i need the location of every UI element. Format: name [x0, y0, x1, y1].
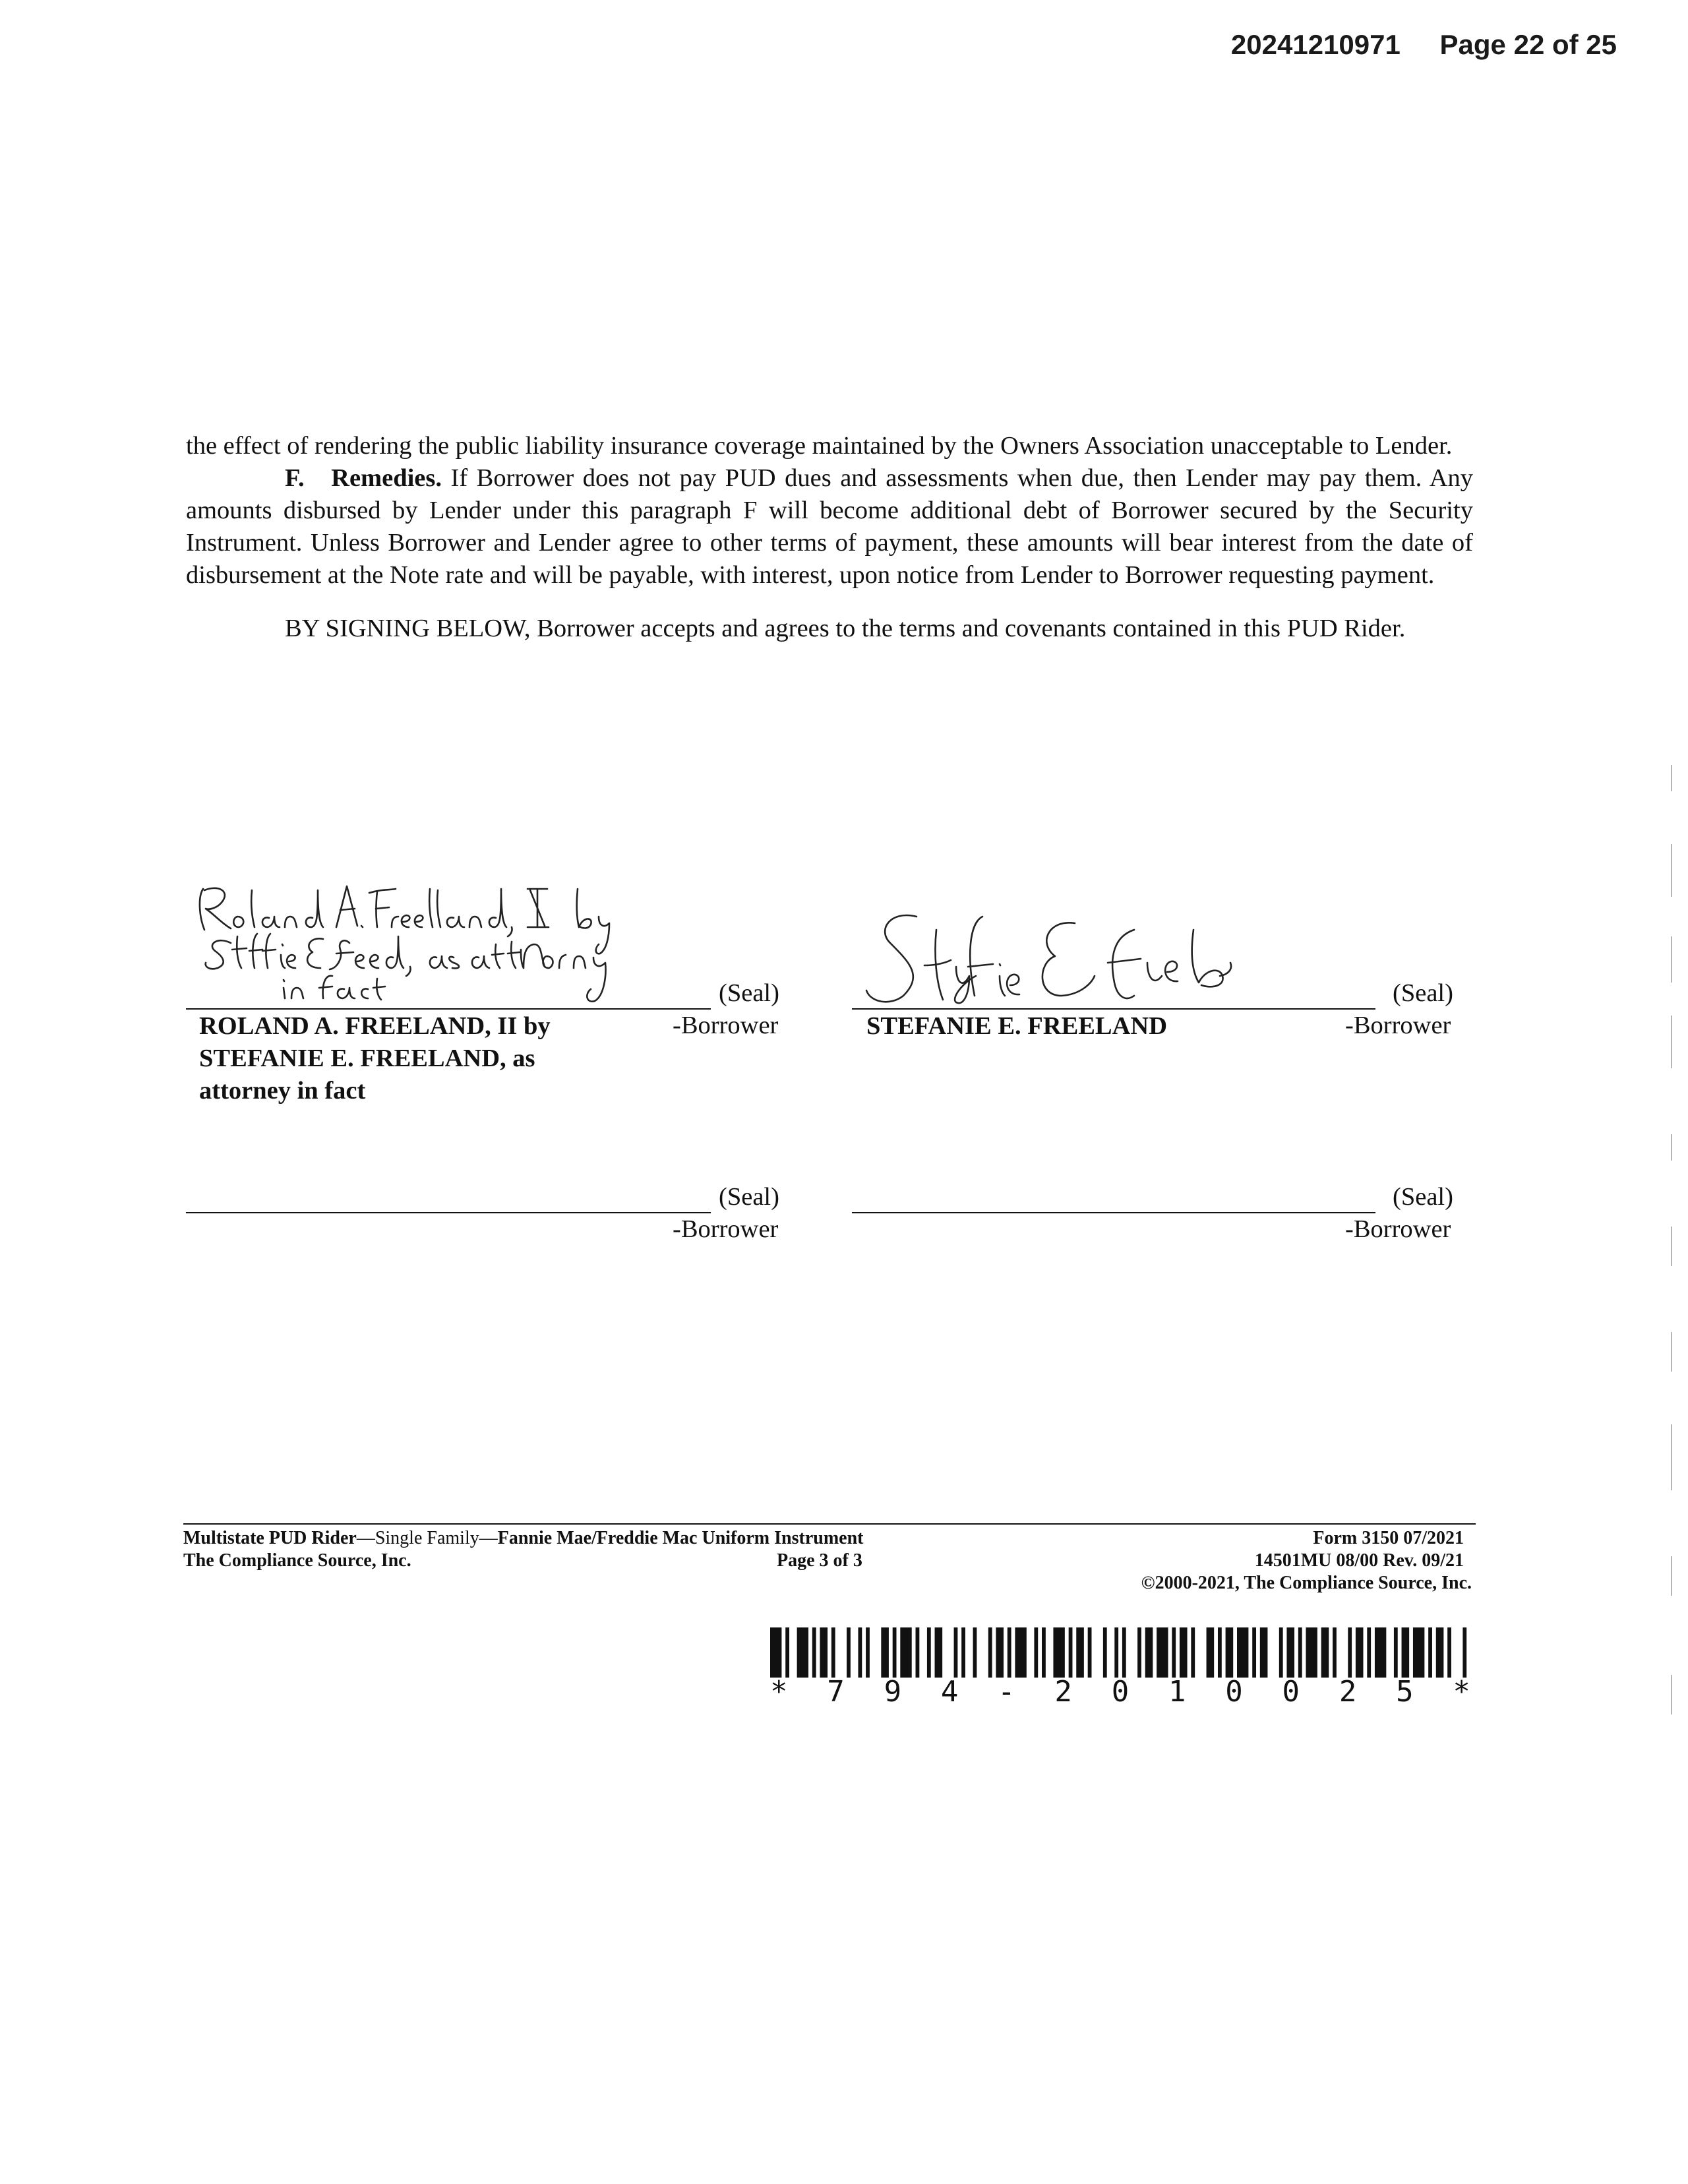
- barcode-bar: [1172, 1627, 1176, 1678]
- handwritten-signature-roland: [191, 870, 666, 1009]
- remedies-text: If Borrower does not pay PUD dues and assessments when due, then Lender may pay them. Any amounts disbursed by Lender under this paragraph F will become additional debt of Borrower secured by the Security Instrument. Unless Borrower and Lender agree to other terms of payment, these amounts will bear interest from the date of disbursement at the Note rate and will be payable, with interest, upon notice from Lender to Borrower requesting payment.: [186, 464, 1474, 589]
- barcode-bar: [900, 1627, 911, 1678]
- barcode-bar: [935, 1627, 943, 1678]
- barcode-bar: [927, 1627, 931, 1678]
- signer-name-1-line-2: STEFANIE E. FREELAND, as: [199, 1045, 535, 1072]
- form-title-middle: —Single Family—: [356, 1528, 498, 1548]
- signing-statement: BY SIGNING BELOW, Borrower accepts and agrees to the terms and covenants contained in this PUD Rider.: [285, 615, 1406, 642]
- remedies-paragraph: [186, 462, 1473, 592]
- barcode-bar: [1180, 1627, 1188, 1678]
- form-title-suffix: Fannie Mae/Freddie Mac Uniform Instrument: [497, 1528, 864, 1548]
- form-footer: [183, 1527, 1476, 1594]
- signer-name-1-line-1: ROLAND A. FREELAND, II by: [199, 1012, 551, 1040]
- signer-name-2-line-1: STEFANIE E. FREELAND: [866, 1012, 1168, 1040]
- barcode-bar: [1428, 1627, 1432, 1678]
- remedies-letter: F.: [285, 464, 305, 492]
- barcode-bar: [1447, 1627, 1451, 1678]
- form-number: Form 3150 07/2021: [1313, 1528, 1464, 1548]
- barcode-bar: [973, 1627, 977, 1678]
- barcode-character: *: [770, 1675, 788, 1709]
- copyright-notice: ©2000-2021, The Compliance Source, Inc.: [1141, 1573, 1472, 1593]
- barcode-bar: [1367, 1627, 1371, 1678]
- borrower-label-3: -Borrower: [673, 1215, 779, 1243]
- barcode-bar: [797, 1627, 808, 1678]
- barcode-character: 1: [1168, 1675, 1186, 1709]
- barcode-bar: [1375, 1627, 1386, 1678]
- barcode-bar: [1356, 1627, 1364, 1678]
- barcode-bar: [1015, 1627, 1026, 1678]
- borrower-label-2: -Borrower: [1345, 1012, 1451, 1039]
- borrower-label-1: -Borrower: [673, 1012, 779, 1039]
- barcode-character: 5: [1396, 1675, 1414, 1709]
- barcode-bar: [1053, 1627, 1064, 1678]
- barcode-bar: [1462, 1627, 1466, 1678]
- seal-label-4: (Seal): [1393, 1183, 1453, 1211]
- handwritten-signature-stefanie: [864, 903, 1233, 1009]
- barcode-bar: [1298, 1627, 1302, 1678]
- barcode-bar: [1145, 1627, 1153, 1678]
- barcode-bar: [866, 1627, 870, 1678]
- barcode-bar: [1237, 1627, 1248, 1678]
- barcode-bar: [1306, 1627, 1317, 1678]
- signer-name-1-line-3: attorney in fact: [199, 1077, 366, 1105]
- barcode-bar: [881, 1627, 889, 1678]
- rider-body: [186, 430, 1473, 645]
- borrower-label-4: -Borrower: [1345, 1215, 1451, 1243]
- barcode-bar: [831, 1627, 835, 1678]
- barcode-bar: [893, 1627, 897, 1678]
- barcode-bar: [1042, 1627, 1046, 1678]
- barcode-bar: [916, 1627, 920, 1678]
- barcode-character: 2: [1054, 1675, 1072, 1709]
- barcode-character: 0: [1225, 1675, 1243, 1709]
- barcode-bar: [812, 1627, 816, 1678]
- barcode-bar: [1137, 1627, 1141, 1678]
- barcode-bar: [988, 1627, 992, 1678]
- barcode-bar: [1103, 1627, 1107, 1678]
- revision-code: 14501MU 08/00 Rev. 09/21: [1254, 1550, 1464, 1571]
- barcode-bar: [1321, 1627, 1329, 1678]
- barcode-image: [770, 1627, 1470, 1678]
- signature-line-2: [852, 1008, 1375, 1010]
- barcode-bar: [1088, 1627, 1092, 1678]
- barcode-bar: [858, 1627, 862, 1678]
- signature-line-3: [186, 1212, 711, 1213]
- scan-margin-marks: [1670, 765, 1673, 1794]
- barcode-bar: [820, 1627, 828, 1678]
- barcode-bar: [1008, 1627, 1011, 1678]
- barcode-character: 0: [1111, 1675, 1130, 1709]
- seal-label-1: (Seal): [719, 979, 779, 1007]
- barcode-bar: [1436, 1627, 1444, 1678]
- barcode-character: 7: [827, 1675, 845, 1709]
- footer-page-number: Page 3 of 3: [777, 1550, 862, 1571]
- signature-line-1: [186, 1008, 711, 1010]
- barcode-character: 0: [1282, 1675, 1300, 1709]
- barcode-character: 4: [940, 1675, 959, 1709]
- barcode-bar: [1157, 1627, 1168, 1678]
- barcode-bar: [1413, 1627, 1424, 1678]
- barcode-character: -: [998, 1675, 1015, 1709]
- barcode-bar: [1286, 1627, 1294, 1678]
- barcode-bar: [1122, 1627, 1126, 1678]
- barcode-bar: [1348, 1627, 1352, 1678]
- barcode-bar: [954, 1627, 958, 1678]
- barcode-character: 9: [884, 1675, 902, 1709]
- form-title-main: Multistate PUD Rider: [183, 1528, 357, 1548]
- barcode-bar: [996, 1627, 1004, 1678]
- barcode-bar: [847, 1627, 851, 1678]
- barcode-character: *: [1453, 1675, 1470, 1709]
- barcode-bar: [1260, 1627, 1268, 1678]
- barcode-bar: [1034, 1627, 1038, 1678]
- form-title: [183, 1527, 863, 1550]
- barcode-bar: [1333, 1627, 1337, 1678]
- page-indicator: Page 22 of 25: [1439, 29, 1617, 60]
- barcode-bar: [1191, 1627, 1195, 1678]
- document-number: 20241210971: [1230, 29, 1401, 60]
- signer-name-1: [199, 1010, 551, 1107]
- footer-divider: [183, 1523, 1476, 1525]
- barcode-bar: [961, 1627, 965, 1678]
- barcode-bar: [1207, 1627, 1215, 1678]
- barcode-bar: [1114, 1627, 1118, 1678]
- barcode-bar: [1252, 1627, 1256, 1678]
- signature-line-4: [852, 1212, 1375, 1213]
- barcode-bar: [1402, 1627, 1410, 1678]
- page-header: [1231, 29, 1617, 61]
- barcode-bar: [1226, 1627, 1234, 1678]
- signer-name-2: [866, 1010, 1167, 1043]
- barcode-text: [770, 1675, 1470, 1709]
- barcode-bar: [1394, 1627, 1398, 1678]
- barcode-bar: [770, 1627, 781, 1678]
- seal-label-2: (Seal): [1393, 979, 1453, 1007]
- barcode-bar: [1218, 1627, 1222, 1678]
- remedies-title: Remedies.: [331, 464, 442, 492]
- barcode-bar: [1279, 1627, 1283, 1678]
- barcode-bar: [1069, 1627, 1073, 1678]
- company-name: The Compliance Source, Inc.: [183, 1550, 411, 1571]
- barcode-character: 2: [1339, 1675, 1357, 1709]
- seal-label-3: (Seal): [719, 1183, 779, 1211]
- continuation-paragraph: the effect of rendering the public liability insurance coverage maintained by the Owners Association unacceptable to Lender.: [186, 432, 1453, 460]
- barcode-bar: [1076, 1627, 1084, 1678]
- barcode-bar: [785, 1627, 789, 1678]
